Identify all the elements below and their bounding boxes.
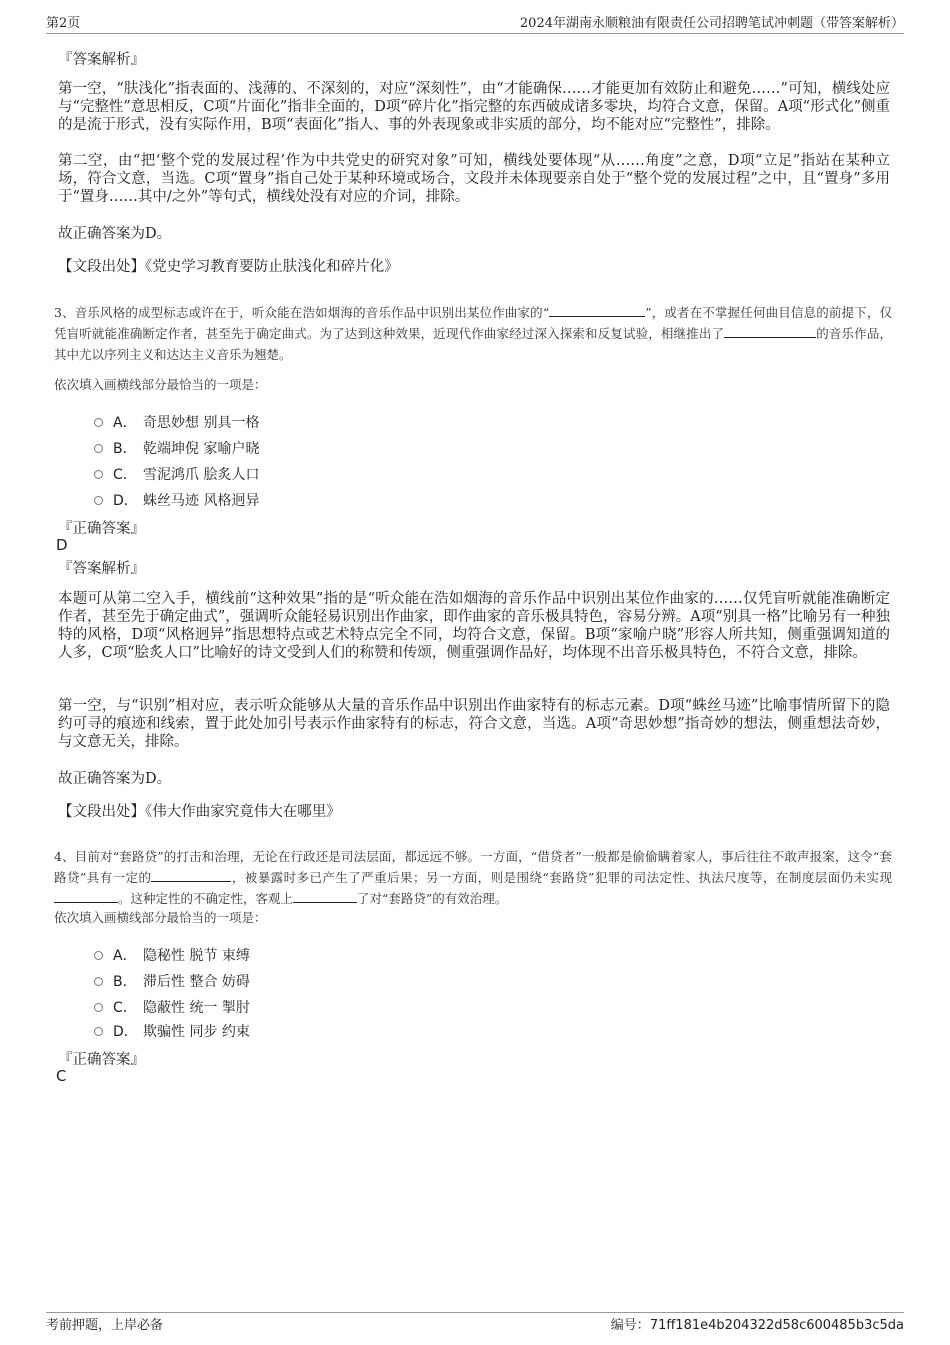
- option-letter: C．: [113, 1000, 137, 1016]
- q3-stem: [54, 302, 892, 365]
- footer-slogan: 考前押题，上岸必备: [46, 1318, 164, 1333]
- option-letter: A．: [113, 948, 137, 964]
- q4-option-c[interactable]: [94, 997, 250, 1017]
- q4-blank-2: [54, 890, 118, 903]
- option-text: 欺骗性 同步 约束: [143, 1024, 250, 1040]
- document-code: [611, 1314, 904, 1333]
- q3-option-a[interactable]: [94, 412, 259, 432]
- q3-analysis-para-1: 本题可从第二空入手，横线前“这种效果”指的是“听众能在浩如烟海的音乐作品中识别出某位作曲家的……仅凭盲听就能准确断定作者，甚至先于确定曲式”，强调听众能轻易识别出作曲家，即作曲家的音乐极具特色，容易分辨。A项“别具一格”比喻另有一种独特的风格，D项“风格迥异”指思想特点或艺术特点完全不同，均符合文意，保留。B项“家喻户晓”形容人所共知，侧重强调知道的人多，C项“脍炙人口”比喻好的诗文受到人们的称赞和传颂，侧重强调作品好，均体现不出音乐极具特色，不符合文意，排除。: [58, 591, 890, 661]
- q2-analysis-label: 『答案解析』: [58, 52, 145, 68]
- q4-instruction: 依次填入画横线部分最恰当的一项是：: [54, 910, 267, 925]
- option-text: 奇思妙想 别具一格: [143, 415, 260, 431]
- option-text: 雪泥鸿爪 脍炙人口: [143, 467, 260, 483]
- option-text: 滞后性 整合 妨碍: [143, 974, 250, 990]
- q3-instruction: 依次填入画横线部分最恰当的一项是：: [54, 377, 267, 392]
- radio-icon[interactable]: [94, 496, 103, 505]
- radio-icon[interactable]: [94, 1027, 103, 1036]
- q3-conclusion: 故正确答案为D。: [58, 771, 172, 787]
- q2-analysis-para-2: 第二空，由“把‘整个党的发展过程’作为中共党史的研究对象”可知，横线处要体现“从……角度”之意，D项“立足”指站在某种立场，符合文意，当选。C项“置身”指自己处于某种环境或场合，文段并未体现要亲自处于“整个党的发展过程”之中，且“置身”多用于“置身……其中/之外”等句式，横线处没有对应的介词，排除。: [58, 153, 890, 205]
- q4-stem: [54, 846, 892, 909]
- option-letter: D．: [113, 493, 138, 509]
- q4-stem-part-4: 了对“套路贷”的有效治理。: [357, 891, 508, 906]
- q3-stem-part-3: 的音乐作品，其中尤以序列主义和达达主义音乐为翘楚。: [54, 326, 892, 362]
- q4-option-b[interactable]: [94, 971, 250, 991]
- page-footer: [46, 1312, 904, 1334]
- option-letter: A．: [113, 415, 137, 431]
- q3-stem-part-1: 3、音乐风格的成型标志或许在于，听众能在浩如烟海的音乐作品中识别出某位作曲家的“: [54, 305, 550, 320]
- option-text: 隐蔽性 统一 掣肘: [143, 1000, 250, 1016]
- option-text: 蛛丝马迹 风格迥异: [143, 493, 260, 509]
- q3-stem-part-2: ”，或者在不掌握任何曲目信息的前提下，仅凭盲听就能准确断定作者，甚至先于确定曲式。为了达到这种效果，近现代作曲家经过深入探索和反复试验，相继推出了: [54, 305, 892, 341]
- q2-source: 【文段出处】《党史学习教育要防止肤浅化和碎片化》: [58, 259, 399, 275]
- code-label: 编号：: [610, 1318, 650, 1333]
- q4-stem-part-3: 。这种定性的不确定性，客观上: [118, 891, 294, 906]
- code-value: 71ff181e4b204322d58c600485b3c5da: [649, 1318, 904, 1333]
- q3-analysis-para-2: 第一空，与“识别”相对应，表示听众能够从大量的音乐作品中识别出作曲家特有的标志元素。D项“蛛丝马迹”比喻事情所留下的隐约可寻的痕迹和线索，置于此处加引号表示作曲家特有的标志，符合文意，当选。A项“奇思妙想”指奇妙的想法，侧重想法奇妙，与文意无关，排除。: [58, 698, 890, 750]
- page-number: 第2页: [46, 16, 81, 31]
- q3-source: 【文段出处】《伟大作曲家究竟伟大在哪里》: [58, 804, 341, 820]
- radio-icon[interactable]: [94, 1003, 103, 1012]
- q4-correct-answer: C: [56, 1067, 67, 1085]
- option-text: 隐秘性 脱节 束缚: [143, 948, 250, 964]
- option-letter: B．: [113, 974, 137, 990]
- q2-analysis-para-1: 第一空，“肤浅化”指表面的、浅薄的、不深刻的，对应“深刻性”，由“才能确保……才能更加有效防止和避免……”可知，横线处应与“完整性”意思相反，C项“片面化”指非全面的，D项“碎片化”指完整的东西破成诸多零块，均符合文意，保留。A项“形式化”侧重的是流于形式，没有实际作用，B项“表面化”指人、事的外表现象或非实质的部分，均不能对应“完整性”，排除。: [58, 81, 890, 133]
- page-header: [46, 12, 904, 34]
- q4-correct-label: 『正确答案』: [58, 1052, 145, 1068]
- document-title: 2024年湖南永顺粮油有限责任公司招聘笔试冲刺题（带答案解析）: [519, 16, 904, 31]
- q3-blank-1: [549, 304, 645, 317]
- q2-conclusion: 故正确答案为D。: [58, 226, 172, 242]
- option-letter: D．: [113, 1024, 138, 1040]
- q4-stem-part-2: ，被暴露时多已产生了严重后果；另一方面，则是围绕“套路贷”犯罪的司法定性、执法尺度等，在制度层面仍未实现: [231, 870, 892, 885]
- q4-blank-3: [293, 890, 357, 903]
- q4-blank-1: [151, 869, 231, 882]
- q4-option-a[interactable]: [94, 945, 250, 965]
- q3-blank-2: [724, 325, 816, 338]
- q4-option-d[interactable]: [94, 1021, 250, 1041]
- radio-icon[interactable]: [94, 977, 103, 986]
- q3-option-c[interactable]: [94, 464, 259, 484]
- q4-stem-part-1: 4、目前对“套路贷”的打击和治理，无论在行政还是司法层面，都远远不够。一方面，“借贷者”一般都是偷偷瞒着家人，事后往往不敢声报案，这令“套路贷”具有一定的: [54, 849, 892, 885]
- radio-icon[interactable]: [94, 951, 103, 960]
- radio-icon[interactable]: [94, 418, 103, 427]
- option-text: 乾端坤倪 家喻户晓: [143, 441, 260, 457]
- option-letter: C．: [113, 467, 137, 483]
- q3-correct-answer: D: [56, 536, 68, 554]
- radio-icon[interactable]: [94, 470, 103, 479]
- option-letter: B．: [113, 441, 137, 457]
- radio-icon[interactable]: [94, 444, 103, 453]
- q3-option-d[interactable]: [94, 490, 259, 510]
- q3-option-b[interactable]: [94, 438, 259, 458]
- q3-analysis-label: 『答案解析』: [58, 561, 145, 577]
- q3-correct-label: 『正确答案』: [58, 521, 145, 537]
